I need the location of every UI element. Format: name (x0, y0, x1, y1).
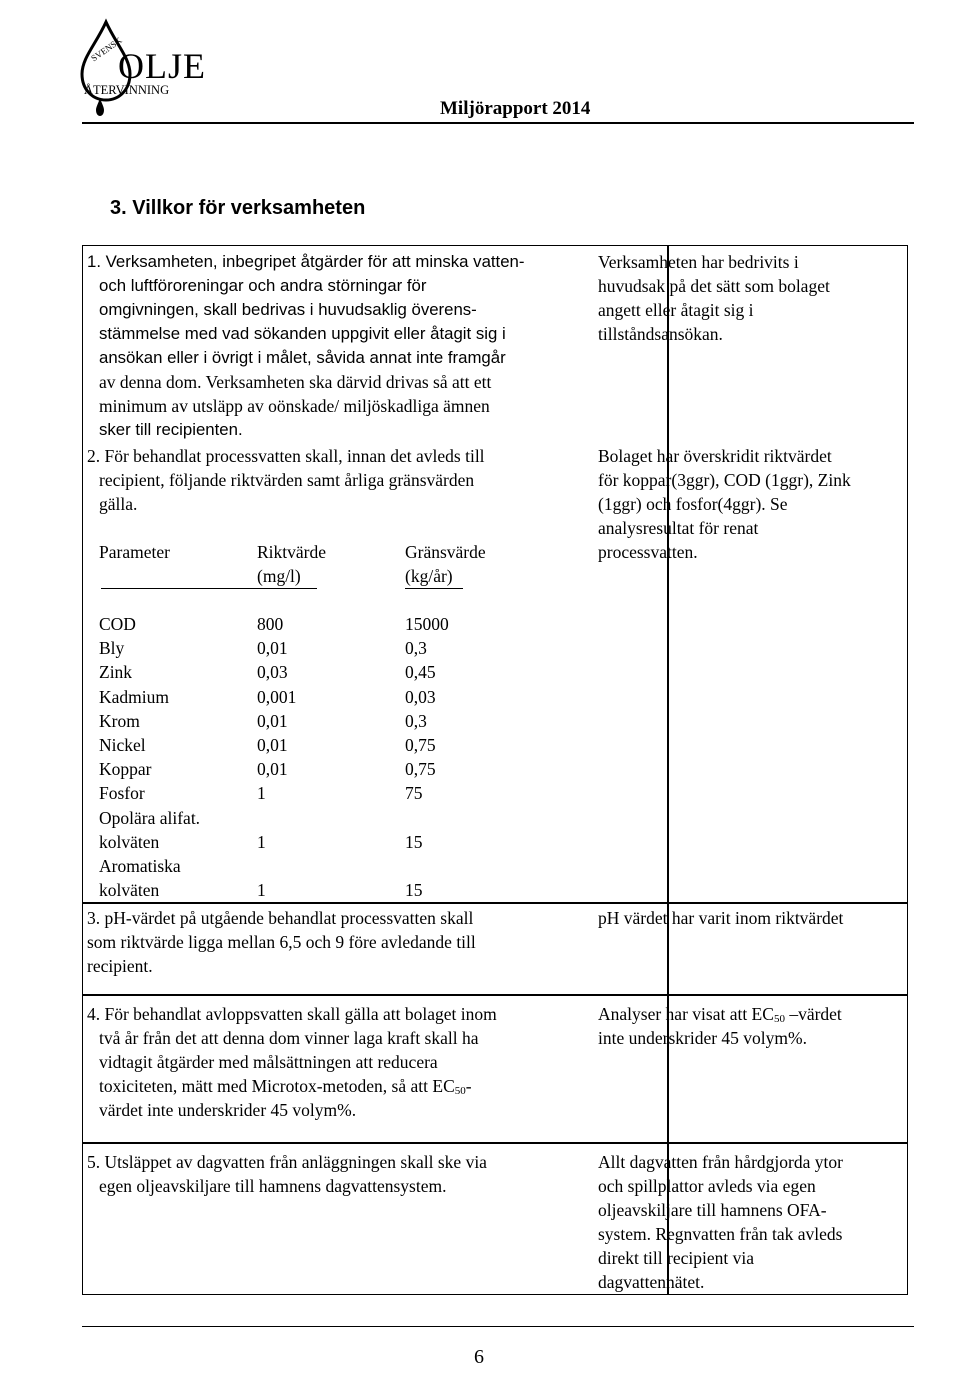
text-line: vidtagit åtgärder med målsättningen att reducera (99, 1052, 438, 1072)
comment-3: pH värdet har varit inom riktvärdet (598, 908, 844, 928)
text-line: och luftföroreningar och andra störningar för (99, 276, 427, 295)
param-gransvarde: 15 (405, 831, 423, 852)
param-name: Nickel (99, 735, 146, 755)
param-gransvarde: 15000 (405, 614, 449, 634)
param-riktvarde: 0,001 (257, 686, 297, 707)
text-line: 1. Verksamheten, inbegripet åtgärder för att minska vatten- (87, 252, 525, 271)
text-line: angett eller åtagit sig i (598, 300, 754, 320)
param-gransvarde: 0,03 (405, 686, 436, 707)
param-name: kolväten (99, 880, 160, 901)
text-line: Verksamheten har bedrivits i (598, 252, 799, 272)
logo-arc-text: SVENSK (89, 35, 124, 64)
text-line: 4. För behandlat avloppsvatten skall gälla att bolaget inom (87, 1004, 497, 1024)
header-riktvarde: Riktvärde (257, 542, 327, 562)
param-name: Zink (99, 662, 133, 683)
param-name: COD (99, 614, 136, 634)
param-gransvarde: 0,3 (405, 638, 427, 659)
text-line: värdet inte underskrider 45 volym%. (99, 1100, 357, 1120)
text-line: av denna dom. Verksamheten ska därvid drivas så att ett (99, 372, 492, 392)
param-name: Bly (99, 638, 125, 659)
param-name: Opolära alifat. (99, 807, 201, 828)
text-line: sker till recipienten. (99, 420, 243, 439)
header-riktvarde-unit: (mg/l) (257, 566, 301, 586)
param-riktvarde: 800 (257, 614, 284, 634)
param-name: Aromatiska (99, 856, 181, 876)
text-line: Bolaget har överskridit riktvärdet (598, 446, 832, 466)
text-line: processvatten. (598, 542, 698, 562)
text-line: (1ggr) och fosfor(4ggr). Se (598, 494, 788, 514)
param-gransvarde: 0,45 (405, 662, 436, 683)
text-line: dagvattennätet. (598, 1272, 705, 1292)
text-line: system. Regnvatten från tak avleds (598, 1224, 843, 1244)
text-line: oljeavskiljare till hamnens OFA- (598, 1200, 827, 1220)
text-line: som riktvärde ligga mellan 6,5 och 9 före avledande till (87, 932, 476, 952)
text-line: recipient. (87, 956, 153, 976)
header-underline (257, 588, 317, 589)
text-line: ansökan eller i övrigt i målet, såvida annat inte framgår (99, 348, 506, 367)
param-riktvarde: 1 (257, 880, 266, 901)
param-gransvarde: 15 (405, 880, 423, 901)
text-line: minimum av utsläpp av oönskade/ miljöskadliga ämnen (99, 396, 490, 416)
conditions-table (82, 245, 908, 1295)
text-line: 5. Utsläppet av dagvatten från anläggningen skall ske via (87, 1152, 487, 1172)
param-name: Krom (99, 710, 140, 731)
text-line: direkt till recipient via (598, 1248, 754, 1268)
header-rule (82, 122, 914, 124)
row-divider (83, 902, 907, 904)
param-gransvarde: 75 (405, 783, 423, 804)
footer-rule (82, 1326, 914, 1327)
text-line (99, 1074, 472, 1098)
report-title: Miljörapport 2014 (440, 98, 591, 119)
param-riktvarde: 0,01 (257, 638, 288, 659)
param-gransvarde: 0,75 (405, 759, 436, 780)
text-line (598, 1002, 842, 1026)
section-heading: 3. Villkor för verksamheten (110, 197, 366, 219)
text-line: inte underskrider 45 volym%. (598, 1028, 807, 1048)
text-line: för koppar(3ggr), COD (1ggr), Zink (598, 470, 851, 490)
text-line: stämmelse med vad sökanden uppgivit eller åtagit sig i (99, 324, 506, 343)
param-riktvarde: 0,03 (257, 662, 288, 683)
logo-main-text: OLJE (118, 46, 206, 86)
param-name: Koppar (99, 759, 152, 780)
header-gransvarde: Gränsvärde (405, 542, 486, 562)
text-line: 2. För behandlat processvatten skall, innan det avleds till (87, 446, 485, 466)
text-line: 3. pH-värdet på utgående behandlat processvatten skall (87, 908, 474, 928)
text-segment: –värdet (784, 1004, 842, 1024)
subscript: 50 (773, 1013, 785, 1025)
text-line: två år från det att denna dom vinner laga kraft skall ha (99, 1028, 479, 1048)
row-divider (83, 994, 907, 996)
param-riktvarde: 1 (257, 783, 266, 804)
subscript: 50 (454, 1085, 466, 1097)
param-riktvarde: 1 (257, 831, 266, 852)
param-name: kolväten (99, 831, 160, 852)
text-segment: - (465, 1076, 472, 1096)
row-divider (83, 1142, 907, 1144)
header-gransvarde-unit: (kg/år) (405, 566, 453, 586)
param-gransvarde: 0,3 (405, 710, 427, 731)
logo-sub-text: ÅTERVINNING (84, 83, 170, 97)
text-line: omgivningen, skall bedrivas i huvudsaklig överens- (99, 300, 477, 319)
header-underline (405, 588, 463, 589)
text-line: gälla. (99, 494, 138, 514)
param-riktvarde: 0,01 (257, 710, 288, 731)
page-number: 6 (474, 1346, 484, 1368)
header-parameter: Parameter (99, 542, 170, 562)
param-name: Kadmium (99, 686, 169, 707)
text-line: recipient, följande riktvärden samt årliga gränsvärden (99, 470, 475, 490)
text-segment: toxiciteten, mätt med Microtox-metoden, så att EC (99, 1076, 455, 1096)
param-gransvarde: 0,75 (405, 735, 436, 755)
text-line: egen oljeavskiljare till hamnens dagvattensystem. (99, 1176, 447, 1196)
text-line: analysresultat för renat (598, 518, 759, 538)
param-riktvarde: 0,01 (257, 735, 288, 755)
text-line: tillståndsansökan. (598, 324, 723, 344)
company-logo (78, 14, 206, 118)
header-underline (101, 588, 257, 589)
text-line: Allt dagvatten från hårdgjorda ytor (598, 1152, 843, 1172)
text-segment: Analyser har visat att EC (598, 1004, 774, 1024)
param-riktvarde: 0,01 (257, 759, 288, 780)
column-divider (667, 246, 669, 1294)
text-line: huvudsak på det sätt som bolaget (598, 276, 830, 296)
text-line: och spillplattor avleds via egen (598, 1176, 816, 1196)
param-name: Fosfor (99, 783, 145, 804)
